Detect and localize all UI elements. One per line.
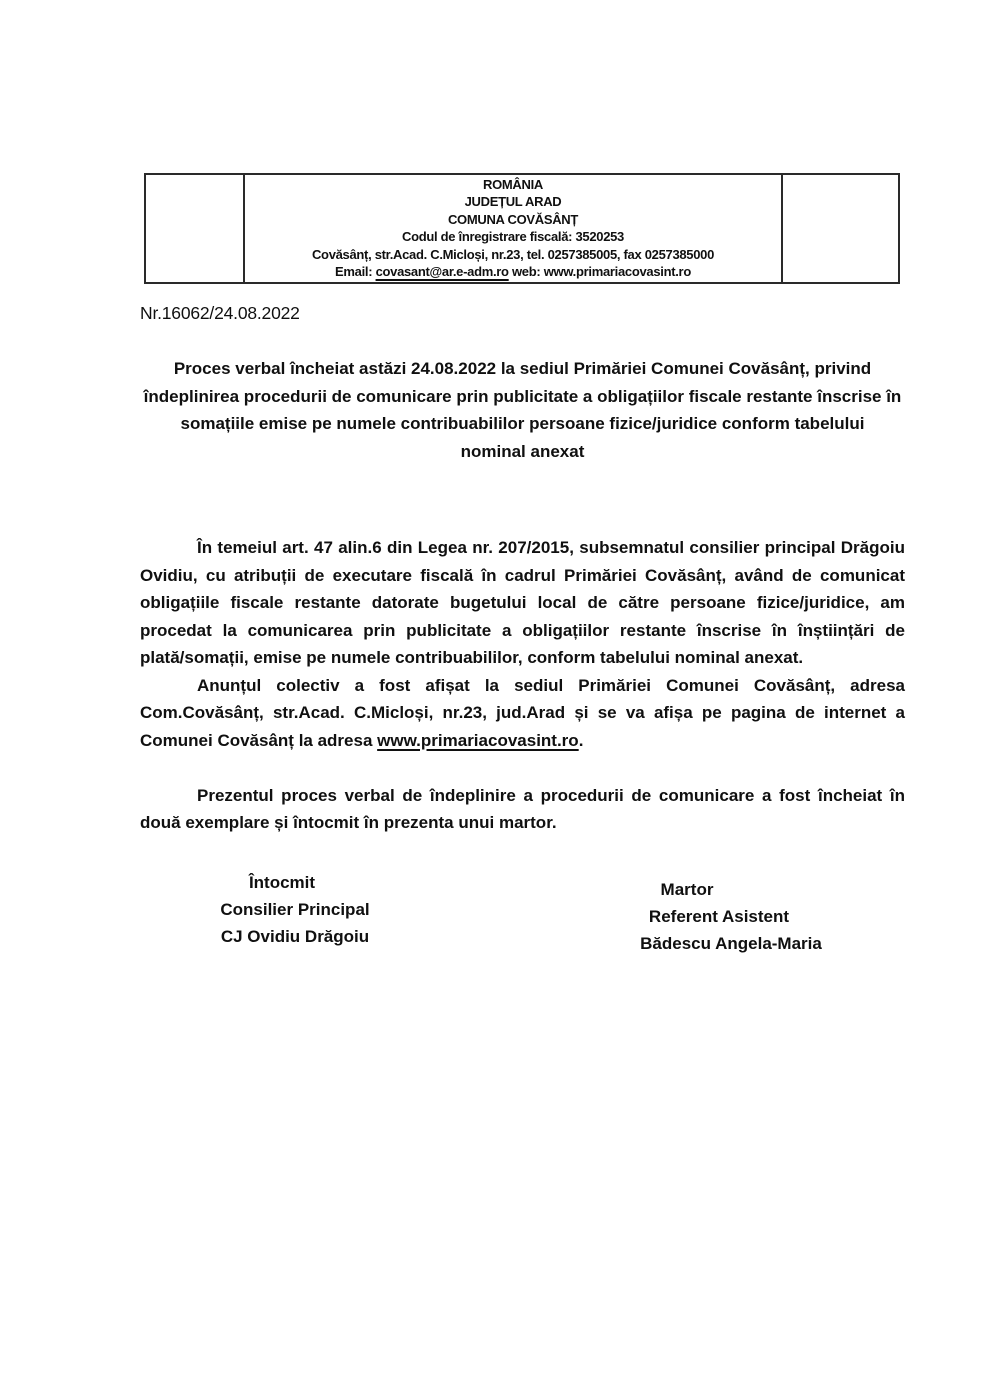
signature-name: CJ Ovidiu Drăgoiu [220, 927, 370, 946]
title-line: Proces verbal încheiat astăzi 24.08.2022 la sediul Primăriei Comunei Covăsânț, privind [173, 359, 872, 378]
letterhead-center-cell [245, 175, 781, 282]
body-line: plată/somații, emise pe numele contribuabililor, conform tabelului nominal anexat. [140, 648, 804, 667]
title-line: îndeplinirea procedurii de comunicare prin publicitate a obligațiilor fiscale restante înscrise în [143, 386, 902, 406]
letterhead-fiscal-code: Codul de înregistrare fiscală: 3520253 [402, 229, 624, 245]
web-url: www.primariacovasint.ro [543, 264, 691, 280]
body-line: Com.Covăsânț, str.Acad. C.Micloși, nr.23, jud.Arad și se va afișa pe pagina de internet a [140, 703, 905, 722]
signature-block-author [189, 869, 401, 950]
registration-number: Nr.16062/24.08.2022 [140, 303, 300, 323]
signature-role: Consilier Principal [220, 900, 370, 919]
body-line: două exemplare și întocmit în prezenta unui martor. [140, 813, 557, 832]
web-label: web: [508, 264, 544, 280]
paragraph-closing [140, 782, 905, 837]
title-line: nominal anexat [460, 441, 585, 461]
body-line: Ovidiu, cu atribuții de executare fiscală în cadrul Primăriei Covăsânț, având de comunicat [140, 565, 905, 585]
signature-heading: Întocmit [248, 873, 316, 892]
title-line: somațiile emise pe numele contribuabililor persoane fizice/juridice conform tabelului [180, 414, 865, 433]
body-text: . [578, 730, 584, 750]
email-label: Email: [335, 264, 376, 280]
letterhead-commune: COMUNA COVĂSÂNȚ [447, 211, 579, 227]
letterhead-contact-line [245, 263, 781, 280]
signature-role: Referent Asistent [648, 907, 790, 926]
paragraph-announcement [140, 672, 905, 755]
document-body [140, 534, 905, 837]
letterhead-county: JUDEȚUL ARAD [464, 194, 562, 210]
body-line: Prezentul proces verbal de îndeplinire a procedurii de comunicare a fost încheiat în [197, 785, 905, 805]
letterhead-right-cell [781, 175, 898, 282]
letterhead-left-cell [146, 175, 245, 282]
body-line: Anunțul colectiv a fost afișat la sediul Primăriei Comunei Covăsânț, adresa [197, 675, 905, 695]
body-line: În temeiul art. 47 alin.6 din Legea nr. 207/2015, subsemnatul consilier principal Drăgoiu [197, 538, 905, 557]
body-line: procedat la comunicarea prin publicitate a obligațiilor restante înscrise în înștiințări de [140, 620, 905, 640]
letterhead-address: Covăsânț, str.Acad. C.Micloși, nr.23, tel. 0257385005, fax 0257385000 [311, 246, 715, 262]
body-line: obligațiile fiscale restante datorate bugetului local de către persoane fizice/juridice, am [140, 593, 905, 612]
email-link[interactable]: covasant@ar.e-adm.ro [375, 264, 509, 280]
document-title [140, 355, 905, 465]
signature-block-witness [621, 876, 841, 957]
letterhead-table [144, 173, 900, 284]
body-line [140, 727, 905, 755]
signature-name: Bădescu Angela-Maria [640, 934, 822, 953]
body-text: Comunei Covăsânț la adresa [140, 730, 378, 750]
signature-heading: Martor [660, 880, 714, 899]
paragraph-legal-basis [140, 534, 905, 672]
website-link[interactable]: www.primariacovasint.ro [377, 730, 579, 750]
letterhead-country: ROMÂNIA [482, 177, 543, 192]
